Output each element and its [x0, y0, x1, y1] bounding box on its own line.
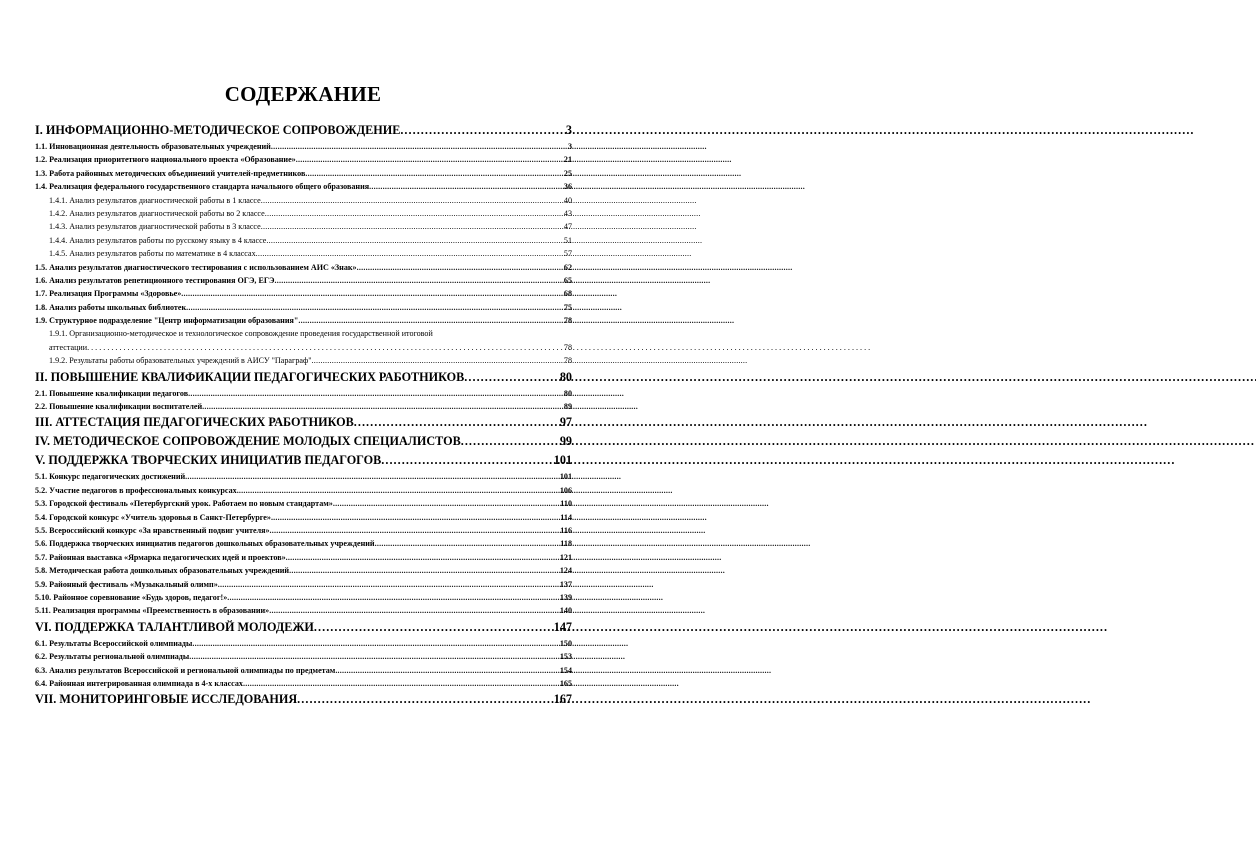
toc-page-number: 165	[559, 678, 572, 688]
toc-entry-title: 5.4. Городской конкурс «Учитель здоровья в Санкт-Петербурге»	[35, 512, 271, 522]
toc-page-number: 140	[559, 606, 572, 616]
toc-entry-title: 6.1. Результаты Всероссийской олимпиады	[35, 638, 193, 648]
toc-entry-title: III. АТТЕСТАЦИЯ ПЕДАГОГИЧЕСКИХ РАБОТНИКОВ	[35, 415, 354, 430]
toc-entry-title: 1.4. Реализация федерального государственного стандарта начального общего образования	[35, 182, 370, 192]
toc-entry-title: VI. ПОДДЕРЖКА ТАЛАНТЛИВОЙ МОЛОДЕЖИ	[35, 619, 314, 634]
toc-entry-title: 2.2. Повышение квалификации воспитателей	[35, 402, 203, 412]
toc-page-number: 3	[567, 142, 572, 151]
toc-dot-leader	[269, 604, 559, 617]
toc-page-number: 118	[560, 539, 572, 549]
toc-entry[interactable]	[35, 207, 572, 220]
toc-page-number: 139	[559, 592, 572, 602]
toc-entry-title: аттестации	[49, 342, 88, 352]
toc-entry[interactable]	[35, 551, 572, 564]
toc-page-number: 51	[563, 235, 572, 245]
toc-dot-leader	[243, 677, 559, 690]
toc-page-number: 167	[553, 692, 572, 707]
toc-entry[interactable]	[35, 301, 572, 314]
toc-page-number: 78	[563, 342, 572, 352]
page-title: СОДЕРЖАНИЕ	[224, 82, 382, 106]
toc-dot-leader	[381, 451, 552, 470]
toc-entry-title: 5.1. Конкурс педагогических достижений	[35, 472, 186, 482]
toc-dot-leader	[354, 413, 559, 432]
toc-entry-title: 1.7. Реализация Программы «Здоровье»	[35, 289, 182, 299]
toc-dot-leader	[400, 121, 565, 140]
toc-entry[interactable]	[35, 470, 572, 483]
toc-page-number: 40	[563, 195, 572, 205]
toc-entry[interactable]	[35, 287, 572, 300]
toc-dot-leader	[256, 247, 563, 260]
toc-entry-title: 5.8. Методическая работа дошкольных образовательных учреждений	[35, 566, 290, 576]
toc-entry-title: 5.5. Всероссийский конкурс «За нравственный подвиг учителя»	[35, 525, 270, 535]
toc-page-number: 124	[559, 566, 572, 576]
toc-entry[interactable]	[35, 153, 572, 166]
toc-entry-title: IV. МЕТОДИЧЕСКОЕ СОПРОВОЖДЕНИЕ МОЛОДЫХ СПЕЦИАЛИСТОВ	[35, 434, 461, 449]
toc-page-number: 43	[563, 208, 572, 218]
toc-page-number: 75	[563, 302, 572, 312]
toc-dot-leader	[271, 140, 567, 153]
toc-entry[interactable]	[35, 247, 572, 260]
toc-entry[interactable]	[35, 354, 572, 367]
toc-dot-leader	[369, 180, 563, 193]
toc-page-number: 78	[563, 316, 572, 326]
toc-dot-leader	[261, 220, 563, 233]
toc-page-number: 62	[563, 262, 572, 272]
toc-dot-leader	[461, 432, 559, 451]
toc-dot-leader	[265, 207, 563, 220]
toc-dot-leader	[375, 537, 560, 550]
toc-entry-title: 5.6. Поддержка творческих инициатив педагогов дошкольных образовательных учреждений	[35, 539, 375, 549]
toc-entry[interactable]	[35, 432, 572, 451]
toc-entry-title: II. ПОВЫШЕНИЕ КВАЛИФИКАЦИИ ПЕДАГОГИЧЕСКИХ РАБОТНИКОВ	[35, 369, 465, 384]
toc-entry[interactable]	[35, 564, 572, 577]
toc-entry[interactable]	[35, 140, 572, 153]
toc-dot-leader	[296, 153, 563, 166]
toc-page-number: 47	[563, 222, 572, 232]
toc-entry[interactable]	[35, 387, 572, 400]
toc-entry[interactable]	[35, 677, 572, 690]
toc-entry[interactable]	[35, 180, 572, 193]
toc-page-number: 65	[563, 275, 572, 285]
toc-entry[interactable]	[35, 274, 572, 287]
toc-entry-title: 1.4.3. Анализ результатов диагностической работы в 3 классе	[49, 222, 261, 232]
toc-entry-title: 2.1. Повышение квалификации педагогов	[35, 388, 189, 398]
toc-entry-title: 5.7. Районная выставка «Ярмарка педагогических идей и проектов»	[35, 552, 286, 562]
toc-page-number: 147	[553, 619, 572, 634]
toc-page-number: 3	[565, 123, 572, 137]
toc-page-number: 153	[559, 652, 572, 662]
toc-entry[interactable]	[35, 121, 572, 140]
toc-page-number: 68	[563, 289, 572, 299]
toc-page-number: 154	[559, 665, 572, 675]
toc-dot-leader	[270, 524, 560, 537]
toc-entry[interactable]	[35, 537, 572, 550]
toc-page-number: 101	[553, 453, 572, 468]
toc-entry[interactable]	[35, 637, 572, 650]
toc-page-number: 116	[560, 525, 572, 535]
toc-entry-title: 5.2. Участие педагогов в профессиональных конкурсах	[35, 485, 237, 495]
toc-entry[interactable]	[35, 591, 572, 604]
toc-entry-title: 5.9. Районный фестиваль «Музыкальный олимп»	[35, 579, 218, 589]
toc-entry-title: 5.3. Городской фестиваль «Петербургский урок. Работаем по новым стандартам»	[35, 499, 333, 509]
toc-entry-title: VII. МОНИТОРИНГОВЫЕ ИССЛЕДОВАНИЯ	[35, 692, 298, 707]
toc-entry[interactable]	[35, 690, 572, 709]
toc-dot-leader	[286, 551, 559, 564]
toc-entry-title: 6.2. Результаты региональной олимпиады	[35, 652, 190, 662]
toc-dot-leader	[181, 287, 563, 300]
toc-dot-leader	[266, 234, 563, 247]
toc-entry-title: 1.4.5. Анализ результатов работы по математике в 4 классах	[49, 249, 256, 259]
toc-dot-leader	[289, 564, 559, 577]
table-of-contents	[35, 121, 572, 709]
toc-dot-leader	[305, 167, 563, 180]
toc-page-number: 110	[560, 499, 572, 509]
toc-dot-leader	[87, 341, 563, 354]
toc-entry[interactable]	[35, 167, 572, 180]
toc-entry[interactable]	[35, 327, 572, 354]
toc-entry[interactable]	[35, 484, 572, 497]
toc-entry-title: 5.11. Реализация программы «Преемственность в образовании»	[35, 606, 270, 616]
toc-page-number: 101	[559, 472, 572, 482]
toc-entry[interactable]	[35, 314, 572, 327]
toc-entry-title: I. ИНФОРМАЦИОННО-МЕТОДИЧЕСКОЕ СОПРОВОЖДЕНИЕ	[35, 123, 401, 137]
toc-entry-title: 1.8. Анализ работы школьных библиотек	[35, 302, 187, 312]
toc-entry-title: V. ПОДДЕРЖКА ТВОРЧЕСКИХ ИНИЦИАТИВ ПЕДАГОГОВ	[35, 453, 382, 468]
toc-dot-leader	[314, 618, 553, 637]
toc-dot-leader	[186, 301, 563, 314]
toc-dot-leader	[227, 591, 559, 604]
toc-entry[interactable]	[35, 524, 572, 537]
toc-page-number: 137	[559, 579, 572, 589]
toc-page-number: 21	[563, 155, 572, 165]
toc-dot-leader	[464, 368, 559, 387]
toc-page-number: 80	[563, 388, 572, 398]
toc-page-number: 114	[560, 512, 572, 522]
toc-entry-title: 1.5. Анализ результатов диагностического тестирования с использованием АИС «Знак»	[35, 262, 357, 272]
toc-page-number: 57	[563, 249, 572, 259]
toc-dot-leader	[333, 497, 559, 510]
toc-dot-leader	[261, 194, 563, 207]
toc-dot-leader	[271, 511, 559, 524]
toc-entry[interactable]	[35, 194, 572, 207]
toc-dot-leader	[275, 274, 563, 287]
toc-dot-leader	[189, 650, 559, 663]
toc-dot-leader	[192, 637, 559, 650]
toc-page-number: 89	[563, 402, 572, 412]
toc-entry-title: 1.3. Работа районных методических объединений учителей-предметников	[35, 168, 306, 178]
toc-entry[interactable]	[35, 604, 572, 617]
toc-entry-title: 1.4.4. Анализ результатов работы по русскому языку в 4 классе	[49, 235, 267, 245]
toc-entry[interactable]	[35, 497, 572, 510]
toc-entry-title: 6.4. Районная интегрированная олимпиада в 4-х классах	[35, 678, 243, 688]
toc-dot-leader	[218, 578, 559, 591]
toc-dot-leader	[202, 400, 563, 413]
toc-entry[interactable]	[35, 234, 572, 247]
toc-entry[interactable]	[35, 400, 572, 413]
toc-page-number: 80	[559, 369, 572, 384]
toc-page-number: 97	[559, 415, 572, 430]
toc-page-number: 106	[559, 485, 572, 495]
toc-dot-leader	[297, 690, 553, 709]
toc-entry[interactable]	[35, 664, 572, 677]
toc-dot-leader	[357, 261, 563, 274]
toc-entry-title: 1.1. Инновационная деятельность образовательных учреждений	[35, 142, 271, 151]
toc-entry-title: 5.10. Районное соревнование «Будь здоров, педагог!»	[35, 592, 228, 602]
toc-entry-title: 1.4.2. Анализ результатов диагностической работы во 2 классе	[49, 208, 265, 218]
toc-page-number: 150	[559, 638, 572, 648]
toc-entry[interactable]	[35, 650, 572, 663]
toc-entry-title: 1.2. Реализация приоритетного национального проекта «Образование»	[35, 155, 296, 165]
toc-entry-title: 1.6. Анализ результатов репетиционного тестирования ОГЭ, ЕГЭ	[35, 275, 275, 285]
toc-dot-leader	[298, 314, 563, 327]
toc-entry-title: 1.4.1. Анализ результатов диагностической работы в 1 классе	[49, 195, 261, 205]
toc-dot-leader	[335, 664, 559, 677]
toc-dot-leader	[185, 470, 559, 483]
toc-page-number: 36	[563, 182, 572, 192]
toc-page-number: 78	[563, 356, 572, 366]
toc-entry[interactable]	[35, 618, 572, 637]
toc-dot-leader	[312, 354, 563, 367]
toc-dot-leader	[188, 387, 563, 400]
toc-entry[interactable]	[35, 368, 572, 387]
toc-entry-title: 1.9. Структурное подразделение "Центр информатизации образования"	[35, 316, 299, 326]
toc-entry[interactable]	[35, 511, 572, 524]
toc-entry[interactable]	[35, 413, 572, 432]
toc-entry[interactable]	[35, 261, 572, 274]
toc-page-number: 25	[563, 168, 572, 178]
toc-dot-leader	[237, 484, 559, 497]
toc-entry[interactable]	[35, 220, 572, 233]
toc-entry[interactable]	[35, 451, 572, 470]
toc-entry-title: 1.9.2. Результаты работы образовательных учреждений в АИСУ "Параграф"	[49, 356, 312, 366]
toc-page-number: 121	[559, 552, 572, 562]
toc-page-number: 99	[559, 434, 572, 449]
toc-entry[interactable]	[35, 578, 572, 591]
toc-entry-title-line: 1.9.1. Организационно-методическое и технологическое сопровождение проведения государственной итоговой	[49, 329, 433, 339]
toc-entry-title: 6.3. Анализ результатов Всероссийской и региональной олимпиады по предметам	[35, 665, 336, 675]
